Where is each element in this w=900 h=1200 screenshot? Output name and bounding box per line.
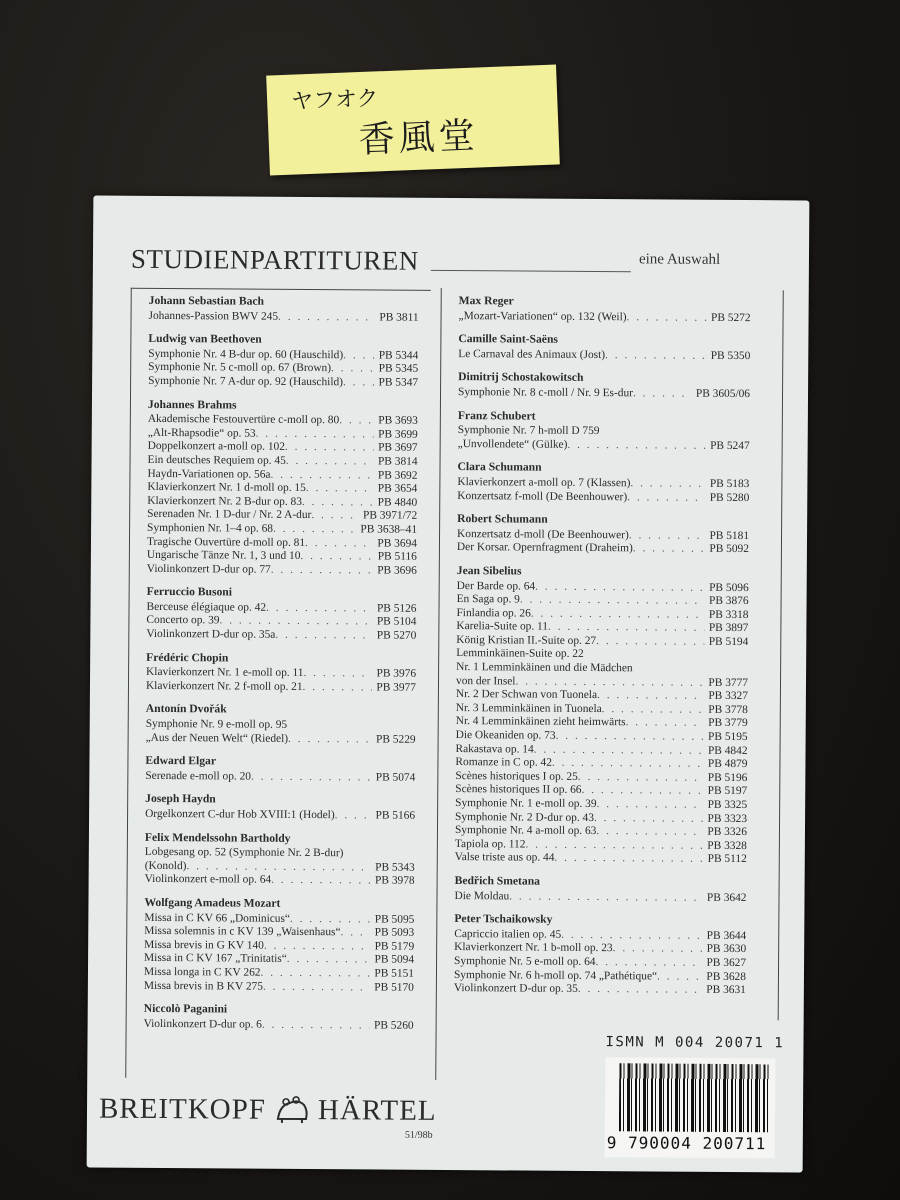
catalog-number: PB 3654: [377, 482, 418, 495]
catalog-number: PB 5260: [374, 1019, 414, 1032]
composer-name: Johann Sebastian Bach: [148, 293, 265, 308]
leader-dots: [509, 890, 703, 905]
leader-dots: [630, 477, 705, 491]
work-title: Tragische Ouvertüre d-moll op. 81: [146, 535, 306, 549]
work-row: [457, 541, 749, 557]
composer-section: [147, 397, 418, 578]
barcode-bars: [619, 1063, 769, 1132]
catalog-number: PB 3692: [377, 469, 418, 482]
leader-dots: [341, 926, 371, 940]
work-row: [146, 680, 416, 695]
leader-dots: [578, 771, 704, 785]
work-title: Serenaden Nr. 1 D-dur / Nr. 2 A-dur: [147, 508, 312, 522]
work-title: Lemminkäinen-Suite op. 22: [456, 647, 584, 661]
leader-dots: [339, 414, 374, 428]
catalog-number: PB 5345: [378, 362, 419, 376]
leader-dots: [260, 967, 370, 981]
work-title: König Kristian II.-Suite op. 27: [456, 633, 597, 647]
catalog-number: PB 3897: [708, 622, 749, 635]
composer-name: Joseph Haydn: [145, 792, 216, 806]
catalog-number: PB 5096: [709, 581, 749, 594]
composer-section: [455, 564, 749, 867]
work-title: „Unvollendete“ (Gülke): [457, 437, 568, 451]
composer-section: [145, 830, 415, 888]
work-title: Die Moldau: [454, 889, 510, 902]
catalog-number: PB 3811: [379, 311, 419, 324]
catalog-number: PB 5094: [374, 953, 415, 967]
work-title: Doppelkonzert a-moll op. 102: [147, 440, 285, 454]
work-row: [149, 309, 419, 324]
catalog-number: PB 5197: [707, 785, 748, 798]
leader-dots: [270, 468, 373, 482]
leader-dots: [264, 939, 371, 953]
work-title: Symphonien Nr. 1–4 op. 68: [147, 521, 274, 535]
work-title: Missa brevis in B KV 275: [143, 979, 264, 993]
right-column-rule: [778, 290, 784, 1020]
composer-name: Franz Schubert: [457, 408, 536, 423]
leader-dots: [331, 363, 375, 377]
work-title: Symphonie Nr. 4 a-moll op. 63: [454, 824, 597, 838]
work-title: Symphonie Nr. 1 e-moll op. 39: [455, 797, 597, 811]
catalog-number: PB 5166: [375, 809, 416, 822]
catalog-number: PB 3642: [706, 891, 747, 904]
bear-logo-icon: [274, 1093, 310, 1127]
leader-dots: [262, 1018, 370, 1032]
leader-dots: [626, 717, 705, 731]
work-title: Symphonie Nr. 7 A-dur op. 92 (Hauschild): [148, 374, 344, 389]
work-title: Klavierkonzert Nr. 2 B-dur op. 83: [147, 494, 302, 508]
leader-dots: [271, 563, 374, 577]
work-title: Orgelkonzert C-dur Hob XVIII:1 (Hodel): [145, 807, 335, 822]
work-title: Violinkonzert D-dur op. 77: [146, 562, 271, 576]
leader-dots: [273, 523, 356, 537]
catalog-number: PB 3696: [377, 564, 417, 577]
work-title: „Aus der Neuen Welt“ (Riedel): [145, 731, 289, 745]
catalog-number: PB 5095: [374, 913, 415, 926]
middle-column-rule: [435, 288, 442, 1080]
catalog-number: PB 5194: [708, 635, 749, 648]
work-row: [145, 770, 415, 785]
work-title: Romanze in C op. 42: [455, 756, 552, 769]
composer-section: [144, 896, 415, 995]
leader-dots: [251, 770, 372, 784]
leader-dots: [627, 491, 706, 505]
leader-dots: [303, 667, 372, 681]
catalog-number: PB 3644: [706, 929, 747, 942]
work-title: Konzertsatz d-moll (De Beenhouwer): [457, 527, 629, 541]
leader-dots: [278, 310, 375, 324]
work-title: Ungarische Tänze Nr. 1, 3 und 10: [146, 548, 301, 563]
leader-dots: [581, 784, 703, 798]
leader-dots: [602, 703, 705, 717]
leader-dots: [256, 427, 375, 441]
composer-name: Johannes Brahms: [147, 397, 237, 412]
catalog-number: PB 5092: [709, 543, 749, 556]
work-title: Symphonie Nr. 8 c-moll / Nr. 9 Es-dur: [457, 386, 634, 400]
sticky-note-line-1: ヤフオク: [290, 86, 379, 115]
leader-dots: [520, 594, 705, 609]
work-title: Klavierkonzert Nr. 1 d-moll op. 15: [147, 481, 306, 495]
leader-dots: [554, 852, 703, 867]
catalog-number: PB 5344: [378, 349, 419, 362]
catalog-number: PB 3779: [708, 717, 748, 730]
work-title: Concerto op. 39: [146, 614, 220, 627]
work-row: [145, 808, 415, 823]
leader-dots: [303, 681, 373, 695]
leader-dots: [335, 809, 372, 823]
composer-section: [454, 874, 746, 905]
work-row: [148, 375, 418, 390]
work-title: Missa in C KV 167 „Trinitatis“: [144, 952, 287, 966]
leader-dots: [275, 629, 373, 643]
work-row: [147, 563, 417, 578]
catalog-number: PB 3630: [706, 943, 747, 956]
catalog-number: PB 3976: [376, 667, 417, 681]
work-title: Finlandia op. 26: [456, 606, 531, 620]
sticky-note-line-2: 香風堂: [357, 115, 480, 162]
work-row: [458, 348, 750, 364]
work-row: [144, 979, 414, 994]
work-title: Valse triste aus op. 44: [454, 851, 555, 865]
work-row: [144, 1018, 414, 1033]
leader-dots: [597, 689, 704, 703]
catalog-number: PB 3971/72: [363, 509, 418, 523]
composer-name: Felix Mendelssohn Bartholdy: [144, 830, 291, 845]
leader-dots: [626, 311, 707, 325]
leader-dots: [556, 730, 705, 745]
work-title: Le Carnaval des Animaux (Jost): [458, 347, 606, 361]
publisher-name-left: BREITKOPF: [98, 1092, 267, 1126]
work-title: Violinkonzert D-dur op. 6: [143, 1017, 262, 1031]
work-title: Klavierkonzert Nr. 2 f-moll op. 21: [145, 679, 303, 693]
composer-section: [145, 792, 415, 823]
composer-name: Clara Schumann: [457, 460, 542, 474]
catalog-number: PB 5350: [710, 349, 751, 362]
catalog-number: PB 3699: [378, 428, 418, 441]
catalog-number: PB 3325: [707, 798, 748, 812]
leader-dots: [286, 455, 374, 469]
catalog-number: PB 3328: [707, 839, 747, 852]
catalog-number: PB 3694: [377, 537, 418, 550]
catalog-number: PB 3326: [707, 826, 748, 839]
catalog-number: PB 5170: [374, 981, 414, 994]
work-title: Symphonie Nr. 7 h-moll D 759: [457, 424, 600, 438]
leader-dots: [306, 482, 374, 496]
leader-dots: [305, 536, 373, 550]
catalog-number: PB 3978: [375, 874, 415, 888]
work-title: Missa longa in C KV 262: [143, 965, 261, 979]
composer-section: [459, 294, 751, 325]
catalog-number: PB 5183: [709, 477, 750, 491]
leader-dots: [535, 580, 705, 595]
work-title: von der Insel: [455, 674, 516, 688]
work-title: (Konold): [144, 859, 187, 872]
work-title: Violinkonzert D-dur op. 35a: [146, 627, 276, 641]
catalog-number: PB 4879: [707, 758, 748, 771]
catalog-number: PB 5272: [710, 311, 751, 324]
catalog-title: STUDIENPARTITUREN: [130, 243, 419, 276]
catalog-number: PB 3605/06: [695, 387, 751, 401]
leader-dots: [605, 349, 707, 363]
catalog-number: PB 5347: [378, 376, 419, 389]
composer-section: [148, 332, 418, 390]
work-title: Symphonie Nr. 5 c-moll op. 67 (Brown): [148, 361, 332, 375]
work-title: Serenade e-moll op. 20: [145, 769, 252, 783]
work-title: Missa in C KV 66 „Dominicus“: [144, 911, 291, 925]
work-title: Violinkonzert e-moll op. 64: [144, 873, 272, 887]
composer-name: Antonín Dvořák: [145, 702, 227, 716]
catalog-number: PB 3628: [706, 970, 747, 983]
composer-section: [457, 460, 749, 505]
catalog-subtitle: eine Auswahl: [638, 251, 721, 268]
catalog-number: PB 3638–41: [360, 523, 418, 536]
composer-section: [145, 754, 415, 785]
composer-section: [146, 585, 416, 643]
top-rule: [131, 288, 431, 291]
catalog-number: PB 5126: [376, 602, 417, 615]
work-title: Tapiola op. 112: [454, 837, 526, 851]
catalog-number: PB 5229: [376, 733, 416, 746]
work-row: [454, 890, 746, 906]
composer-name: Camille Saint-Saëns: [458, 332, 558, 346]
title-rule: [431, 270, 631, 272]
work-row: [146, 628, 416, 643]
work-title: Nr. 4 Lemminkäinen zieht heimwärts: [455, 715, 626, 729]
work-title: Symphonie Nr. 2 D-dur op. 43: [455, 810, 595, 824]
leader-dots: [343, 349, 375, 363]
work-title: En Saga op. 9: [456, 593, 520, 606]
leader-dots: [531, 607, 705, 622]
catalog-number: PB 3323: [707, 812, 748, 825]
leader-dots: [613, 942, 703, 956]
composer-name: Dimitrij Schostakowitsch: [458, 370, 584, 385]
catalog-number: PB 3977: [376, 681, 417, 694]
leader-dots: [657, 970, 702, 984]
work-title: Klavierkonzert Nr. 1 e-moll op. 11: [146, 666, 304, 680]
leader-dots: [633, 543, 706, 557]
composer-section: [146, 651, 416, 696]
leader-dots: [525, 838, 703, 853]
catalog-number: PB 4840: [377, 496, 418, 509]
composer-section: [454, 912, 747, 998]
work-title: Scènes historiques I op. 25: [455, 769, 578, 783]
leader-dots: [285, 441, 374, 455]
work-title: „Alt-Rhapsodie“ op. 53: [147, 426, 256, 440]
composer-section: [458, 409, 750, 454]
work-title: Nr. 1 Lemminkäinen und die Mädchen: [456, 661, 633, 675]
composer-section: [146, 702, 416, 747]
catalog-number: PB 5179: [374, 940, 415, 953]
work-title: Akademische Festouvertüre c-moll op. 80: [147, 413, 340, 427]
work-title: Lobgesang op. 52 (Symphonie Nr. 2 B-dur): [144, 846, 344, 860]
work-title: Der Barde op. 64: [456, 579, 536, 593]
composer-name: Robert Schumann: [457, 512, 548, 526]
work-row: [459, 310, 751, 326]
leader-dots: [595, 956, 702, 970]
leader-dots: [515, 675, 704, 690]
leader-dots: [561, 929, 703, 944]
composer-name: Peter Tschaikowsky: [454, 912, 553, 926]
barcode-number: 9 790004 200711: [606, 1133, 767, 1154]
composer-name: Ferruccio Busoni: [146, 585, 233, 599]
leader-dots: [266, 602, 373, 616]
work-title: Klavierkonzert Nr. 1 b-moll op. 23: [454, 941, 613, 955]
leader-dots: [271, 874, 371, 888]
leader-dots: [629, 529, 706, 543]
right-column: [454, 294, 751, 998]
catalog-number: PB 5196: [707, 771, 748, 784]
catalog-number: PB 5247: [710, 439, 750, 452]
catalog-number: PB 5181: [709, 529, 750, 542]
leader-dots: [343, 376, 375, 390]
leader-dots: [219, 615, 372, 630]
leader-dots: [311, 509, 359, 523]
catalog-number: PB 3777: [708, 676, 749, 689]
work-title: Konzertsatz f-moll (De Beenhouwer): [457, 489, 628, 503]
leader-dots: [263, 980, 370, 994]
catalog-number: PB 3631: [706, 983, 746, 997]
catalog-number: PB 4842: [707, 744, 748, 757]
work-title: Ein deutsches Requiem op. 45: [147, 453, 286, 467]
left-column: [144, 294, 419, 1033]
work-title: Missa solemnis in c KV 139 „Waisenhaus“: [144, 925, 341, 939]
work-title: Johannes-Passion BWV 245: [148, 309, 279, 323]
left-column-rule: [125, 288, 132, 1078]
score-catalog-back-cover: [87, 196, 810, 1173]
leader-dots: [302, 496, 374, 510]
work-row: [455, 851, 747, 867]
catalog-number: PB 5093: [374, 926, 415, 939]
publisher-logo: [99, 1092, 437, 1128]
leader-dots: [290, 912, 371, 926]
work-row: [454, 982, 746, 998]
leader-dots: [288, 733, 372, 747]
catalog-number: PB 5151: [374, 967, 415, 980]
catalog-number: PB 5074: [375, 771, 416, 784]
work-title: Missa brevis in G KV 140: [144, 938, 264, 952]
catalog-number: PB 3814: [377, 455, 418, 468]
work-title: Karelia-Suite op. 11: [456, 620, 549, 633]
leader-dots: [548, 621, 705, 636]
catalog-number: PB 5280: [709, 491, 750, 504]
leader-dots: [186, 860, 371, 875]
catalog-number: PB 3876: [708, 594, 749, 608]
composer-name: Wolfgang Amadeus Mozart: [144, 895, 281, 910]
catalog-number: PB 3778: [708, 703, 748, 716]
leader-dots: [596, 825, 703, 839]
work-title: Symphonie Nr. 4 B-dur op. 60 (Hauschild): [148, 347, 344, 362]
leader-dots: [300, 550, 373, 564]
leader-dots: [534, 743, 704, 758]
work-title: Capriccio italien op. 45: [454, 927, 562, 941]
composer-name: Ludwig van Beethoven: [148, 332, 262, 346]
leader-dots: [633, 387, 692, 401]
work-row: [146, 732, 416, 747]
catalog-number: PB 5343: [375, 861, 415, 874]
work-title: Symphonie Nr. 9 e-moll op. 95: [145, 717, 288, 731]
leader-dots: [287, 953, 371, 967]
catalog-number: PB 3327: [708, 690, 748, 703]
work-title: Violinkonzert D-dur op. 35: [453, 982, 578, 996]
catalog-number: PB 3318: [708, 608, 749, 621]
work-title: Berceuse élégiaque op. 42: [146, 600, 267, 614]
composer-name: Edward Elgar: [145, 754, 217, 768]
work-row: [458, 386, 750, 402]
leader-dots: [567, 439, 706, 454]
composer-name: Max Reger: [458, 294, 514, 308]
work-title: Rakastava op. 14: [455, 742, 534, 756]
publisher-name-right: HÄRTEL: [317, 1093, 437, 1127]
work-title: Klavierkonzert a-moll op. 7 (Klassen): [457, 475, 631, 490]
work-title: Symphonie Nr. 5 e-moll op. 64: [454, 954, 596, 968]
leader-dots: [596, 635, 705, 649]
leader-dots: [597, 798, 704, 812]
catalog-number: PB 5104: [376, 615, 417, 629]
composer-name: Niccolò Paganini: [143, 1002, 228, 1016]
leader-dots: [578, 983, 703, 997]
composer-section: [458, 332, 750, 363]
work-title: Nr. 3 Lemminkäinen in Tuonela: [455, 701, 602, 715]
composer-name: Jean Sibelius: [456, 563, 522, 578]
composer-section: [458, 370, 750, 401]
leader-dots: [594, 812, 704, 826]
work-row: [457, 490, 749, 506]
work-row: [458, 438, 750, 454]
catalog-code: 51/98b: [404, 1129, 433, 1141]
catalog-number: PB 3693: [378, 414, 418, 427]
catalog-number: PB 3697: [378, 441, 418, 455]
work-title: Die Okeaniden op. 73: [455, 729, 556, 742]
catalog-number: PB 3627: [706, 956, 747, 970]
ismn-number: ISMN M 004 20071 1: [605, 1034, 785, 1052]
work-title: Nr. 2 Der Schwan von Tuonela: [455, 688, 598, 702]
composer-section: [149, 294, 419, 325]
composer-name: Bedřich Smetana: [454, 874, 541, 888]
work-title: Symphonie Nr. 6 h-moll op. 74 „Pathétique“: [453, 968, 658, 982]
work-title: „Mozart-Variationen“ op. 132 (Weil): [458, 309, 627, 323]
catalog-number: PB 5112: [707, 853, 747, 866]
composer-name: Frédéric Chopin: [146, 650, 229, 665]
composer-section: [457, 512, 749, 557]
catalog-number: PB 5116: [377, 550, 417, 563]
composer-section: [144, 1002, 414, 1033]
work-title: Scènes historiques II op. 66: [455, 783, 582, 797]
barcode: [605, 1057, 776, 1158]
work-title: Haydn-Variationen op. 56a: [147, 467, 271, 481]
catalog-number: PB 5270: [376, 629, 417, 642]
leader-dots: [552, 757, 704, 772]
work-row: [145, 873, 415, 888]
catalog-number: PB 5195: [708, 730, 748, 744]
work-title: Der Korsar. Opernfragment (Draheim): [456, 541, 633, 555]
sticky-note: [266, 64, 560, 175]
